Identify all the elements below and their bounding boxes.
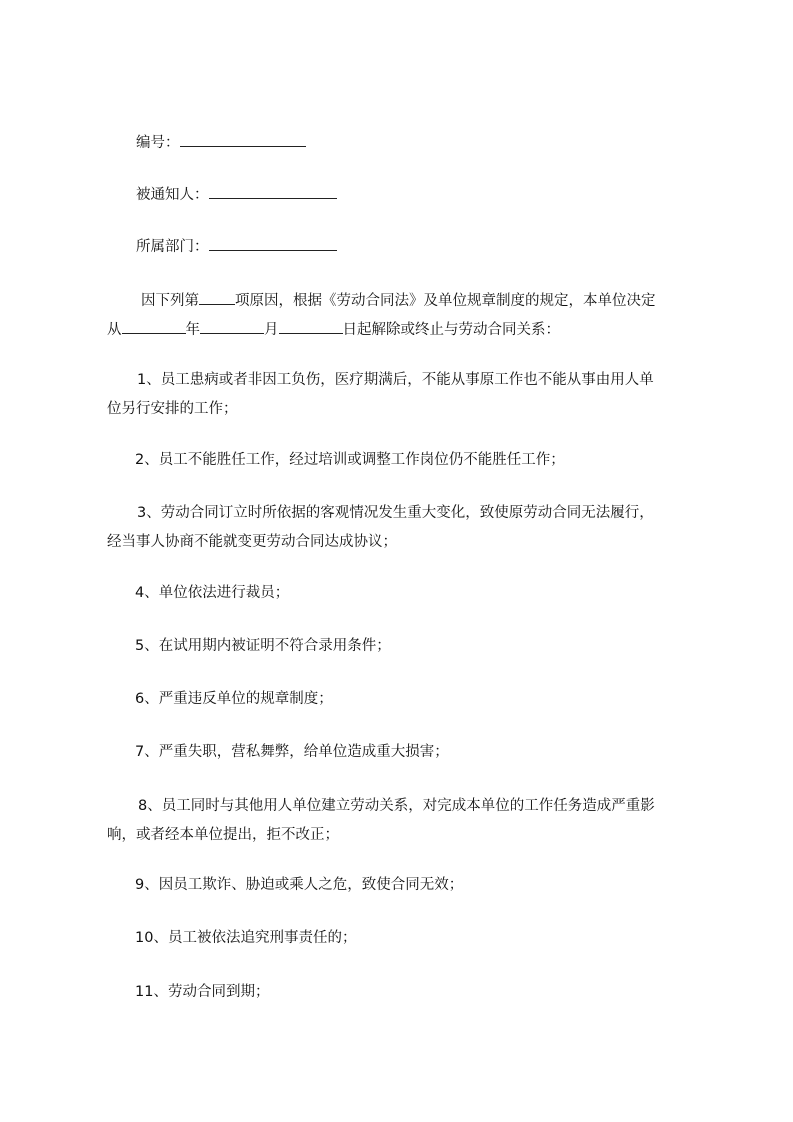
intro-paragraph [107, 287, 717, 345]
list-item [107, 871, 717, 900]
intro-text-3: 从 [107, 322, 122, 338]
department-label: 所属部门： [136, 239, 209, 255]
month-blank[interactable] [200, 319, 264, 334]
list-item [107, 738, 717, 767]
item-11-line-1: 11、劳动合同到期； [135, 984, 270, 1000]
list-item [107, 978, 717, 1007]
notified-field-row [136, 184, 337, 205]
list-item [107, 366, 717, 424]
item-5-line-1: 5、在试用期内被证明不符合录用条件； [135, 638, 391, 654]
item-8-line-2: 响，或者经本单位提出，拒不改正； [107, 827, 339, 843]
list-item [107, 685, 717, 714]
department-field-row [136, 236, 337, 257]
notified-label: 被通知人： [136, 187, 209, 203]
intro-text-1: 因下列第 [141, 293, 199, 309]
number-field-row [136, 132, 306, 153]
item-9-line-1: 9、因员工欺诈、胁迫或乘人之危，致使合同无效； [135, 877, 464, 893]
number-label: 编号： [136, 135, 180, 151]
year-blank[interactable] [122, 319, 186, 334]
day-blank[interactable] [279, 319, 343, 334]
list-item [107, 446, 717, 475]
item-6-line-1: 6、严重违反单位的规章制度； [135, 691, 333, 707]
list-item [107, 924, 717, 953]
intro-text-2: 项原因，根据《劳动合同法》及单位规章制度的规定，本单位决定 [235, 293, 656, 309]
list-item [107, 499, 717, 557]
item-10-line-1: 10、员工被依法追究刑事责任的； [135, 930, 357, 946]
list-item [107, 792, 717, 850]
item-4-line-1: 4、单位依法进行裁员； [135, 585, 290, 601]
item-3-line-2: 经当事人协商不能就变更劳动合同达成协议； [107, 534, 397, 550]
year-label: 年 [185, 322, 200, 338]
item-1-line-2: 位另行安排的工作； [107, 401, 238, 417]
item-7-line-1: 7、严重失职，营私舞弊，给单位造成重大损害； [135, 744, 449, 760]
item-1-line-1: 1、员工患病或者非因工负伤，医疗期满后，不能从事原工作也不能从事由用人单 [137, 372, 654, 388]
list-item [107, 632, 717, 661]
reason-number-blank[interactable] [199, 290, 235, 305]
notified-blank[interactable] [209, 184, 337, 199]
list-item [107, 579, 717, 608]
number-blank[interactable] [180, 132, 306, 147]
item-8-line-1: 8、员工同时与其他用人单位建立劳动关系，对完成本单位的工作任务造成严重影 [138, 798, 655, 814]
department-blank[interactable] [209, 236, 337, 251]
item-3-line-1: 3、劳动合同订立时所依据的客观情况发生重大变化，致使原劳动合同无法履行， [137, 505, 654, 521]
intro-text-4: 日起解除或终止与劳动合同关系： [342, 322, 560, 338]
month-label: 月 [264, 322, 279, 338]
item-2-line-1: 2、员工不能胜任工作，经过培训或调整工作岗位仍不能胜任工作； [135, 452, 565, 468]
